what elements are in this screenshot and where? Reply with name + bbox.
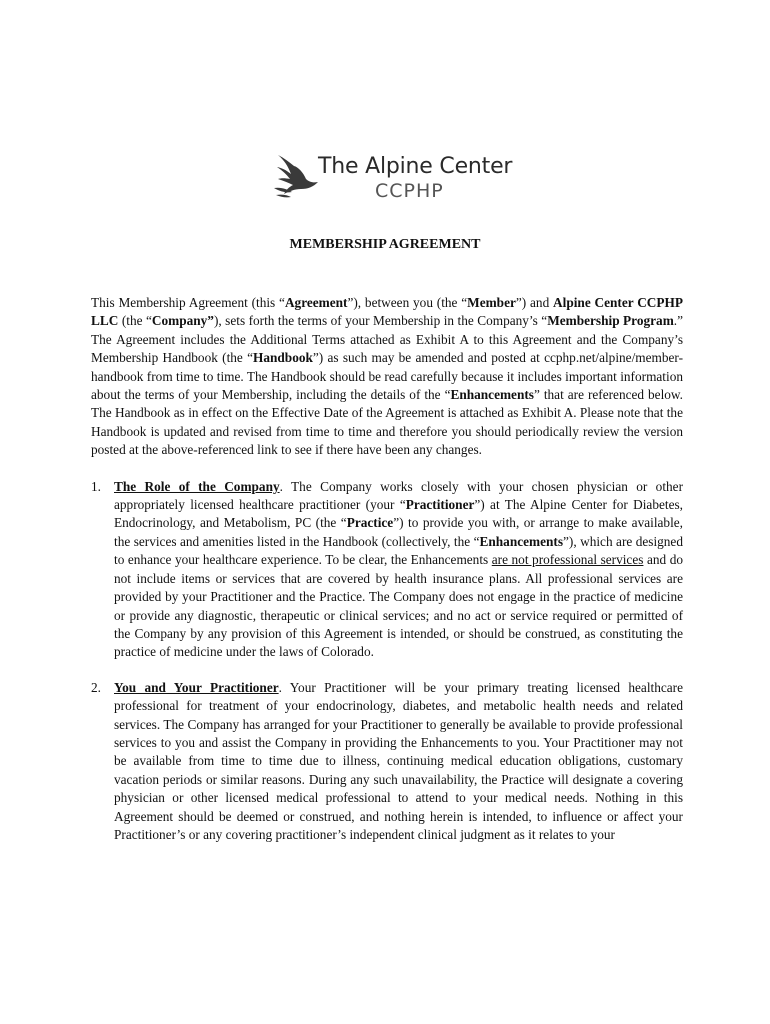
term-enhancements: Enhancements xyxy=(450,387,534,403)
term-member: Member xyxy=(467,295,516,310)
document-title: MEMBERSHIP AGREEMENT xyxy=(289,237,481,252)
section-heading: The Role of the Company xyxy=(114,478,280,494)
section-text: . Your Practitioner will be your primary treating licensed healthcare professional for treatment of your endocrinology, diabetes, and metabolic health needs and related services. The Company has arranged for your Practitioner to generally be available to provide professional services to you and assist the Company in providing the Enhancements to you. Your Practitioner may not be available from time to time due to illness, continuing medical education obligations, customary vacation periods or similar reasons. During any such unavailability, the Practice will designate a covering physician or other licensed medical professional to attend to your medical needs. Nothing in this Agreement should be deemed or construed, and nothing herein is intended, to influence or affect your Practitioner’s or any covering practitioner’s independent clinical judgment as it relates to your xyxy=(114,679,683,842)
numbered-sections xyxy=(91,478,683,845)
term-enhancements: Enhancements xyxy=(479,533,563,549)
intro-text: ”), between you (the “ xyxy=(347,295,468,310)
section-text: ”) at The Alpine Center for Diabetes, Endocrinology, and Metabolism, PC (the “ xyxy=(114,497,683,531)
term-agreement: Agreement xyxy=(284,295,348,310)
underlined-text: are not professional services xyxy=(491,552,644,568)
intro-text: ), sets forth the terms of your Membership in the Company’s “ xyxy=(213,313,548,329)
logo-name: The Alpine Center xyxy=(318,154,513,179)
section-text: ”), which are designed to enhance your healthcare experience. To be clear, the Enhancements xyxy=(114,533,683,568)
term-handbook: Handbook xyxy=(253,350,313,366)
section-text: ”) to provide you with, or arrange to make available, the services and amenities listed in the Handbook (collectively, the “ xyxy=(114,515,683,549)
intro-paragraph xyxy=(91,294,683,460)
section-item xyxy=(91,679,683,845)
intro-text: ” that are referenced below. The Handbook as in effect on the Effective Date of the Agreement is attached as Exhibit A. Please note that the Handbook is updated and revised from time to time and therefore you should periodically review the version posted at the above-referenced link to see if there have been any changes. xyxy=(91,387,683,458)
logo-subtitle: CCPHP xyxy=(375,180,444,202)
term-company: Company” xyxy=(151,313,214,329)
dove-icon xyxy=(272,152,320,200)
intro-text: .” The Agreement includes the Additional Terms attached as Exhibit A to this Agreement and the Company’s Membership Handbook (the “ xyxy=(91,313,684,366)
term-practice: Practice xyxy=(346,515,394,531)
intro-text: ”) as such may be amended and posted at ccphp.net/alpine/member-handbook from time to time. The Handbook should be read carefully because it includes important information about the terms of your Membership, including the details of the “ xyxy=(91,350,684,403)
section-number: 2. xyxy=(91,679,101,695)
term-practitioner: Practitioner xyxy=(405,497,475,513)
intro-text: This Membership Agreement (this “ xyxy=(91,295,285,310)
intro-text: (the “ xyxy=(118,313,152,329)
section-heading: You and Your Practitioner xyxy=(114,679,279,695)
section-number: 1. xyxy=(91,478,101,494)
section-text: and do not include items or services that are covered by health insurance plans. All professional services are provided by your Practitioner and the Practice. The Company does not engage in the practice of medicine or provide any diagnostic, therapeutic or clinical services; and no act or service required or permitted of the Company by any provision of this Agreement is intended, or should be construed, as constituting the practice of medicine under the laws of Colorado. xyxy=(114,552,683,660)
company-name: Alpine Center CCPHP LLC xyxy=(91,295,683,329)
section-item xyxy=(91,478,683,662)
term-membership-program: Membership Program xyxy=(547,313,674,329)
section-text: . The Company works closely with your chosen physician or other appropriately licensed healthcare practitioner (your “ xyxy=(114,478,684,513)
intro-text: ”) and xyxy=(515,295,554,310)
agreement-body xyxy=(91,294,683,861)
company-logo xyxy=(272,152,513,207)
